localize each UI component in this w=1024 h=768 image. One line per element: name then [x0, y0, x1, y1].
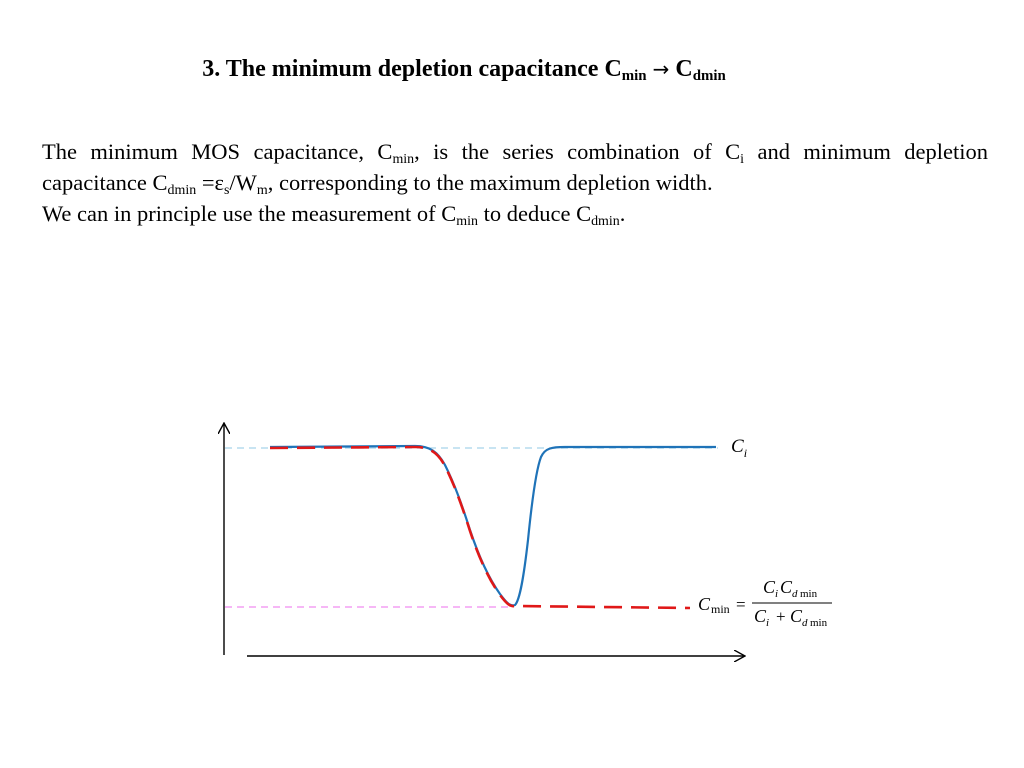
formula-den-c1: C — [754, 606, 767, 626]
formula-num-s3: min — [800, 588, 818, 600]
title-text: 3. The minimum depletion capacitance C — [202, 56, 622, 82]
formula-num-c2: C — [780, 577, 793, 597]
p1-text-4: =ε — [196, 170, 224, 195]
p1-sub-i: i — [740, 151, 745, 167]
p1-sub-dmin: dmin — [167, 182, 197, 198]
p1-text-6: , corresponding to the maximum depletion width. — [267, 170, 713, 195]
formula-den-s2: d — [802, 617, 808, 629]
formula-equals: = — [736, 595, 746, 614]
p2-text-2: to deduce C — [477, 201, 592, 226]
formula-den-c2: C — [790, 606, 803, 626]
title-c: C — [675, 56, 693, 82]
cmin-dashed-curve — [270, 447, 690, 608]
p2-sub-min: min — [456, 213, 478, 229]
p2-sub-dmin: dmin — [591, 213, 620, 229]
formula-num-s2: d — [792, 588, 798, 600]
title-sub-dmin: dmin — [692, 68, 726, 85]
cv-curve — [270, 446, 716, 605]
formula-den-s1: i — [766, 617, 770, 629]
cmin-formula — [698, 577, 832, 629]
p1-text-1: The minimum MOS capacitance, C — [42, 139, 393, 164]
arrow-icon: → — [652, 57, 670, 81]
formula-lhs-sub: min — [711, 602, 730, 616]
p1-text-3: and minimum depletion capacitance C — [42, 139, 988, 195]
p1-sub-s: s — [223, 182, 230, 198]
p1-sub-m: m — [256, 182, 268, 198]
formula-num-c1: C — [763, 577, 776, 597]
formula-den-s3: min — [810, 617, 828, 629]
p2-text-3: . — [619, 201, 626, 226]
formula-lhs-c: C — [698, 594, 711, 614]
p1-sub-min: min — [392, 151, 415, 167]
title-sub-min: min — [621, 68, 647, 85]
p1-text-5: /W — [229, 170, 257, 195]
formula-num-s1: i — [775, 588, 779, 600]
p1-text-2: , is the series combination of C — [414, 139, 741, 164]
formula-plus: + — [776, 607, 786, 626]
ci-label: $C_i$ — [731, 436, 748, 460]
p2-text-1: We can in principle use the measurement of C — [42, 201, 457, 226]
